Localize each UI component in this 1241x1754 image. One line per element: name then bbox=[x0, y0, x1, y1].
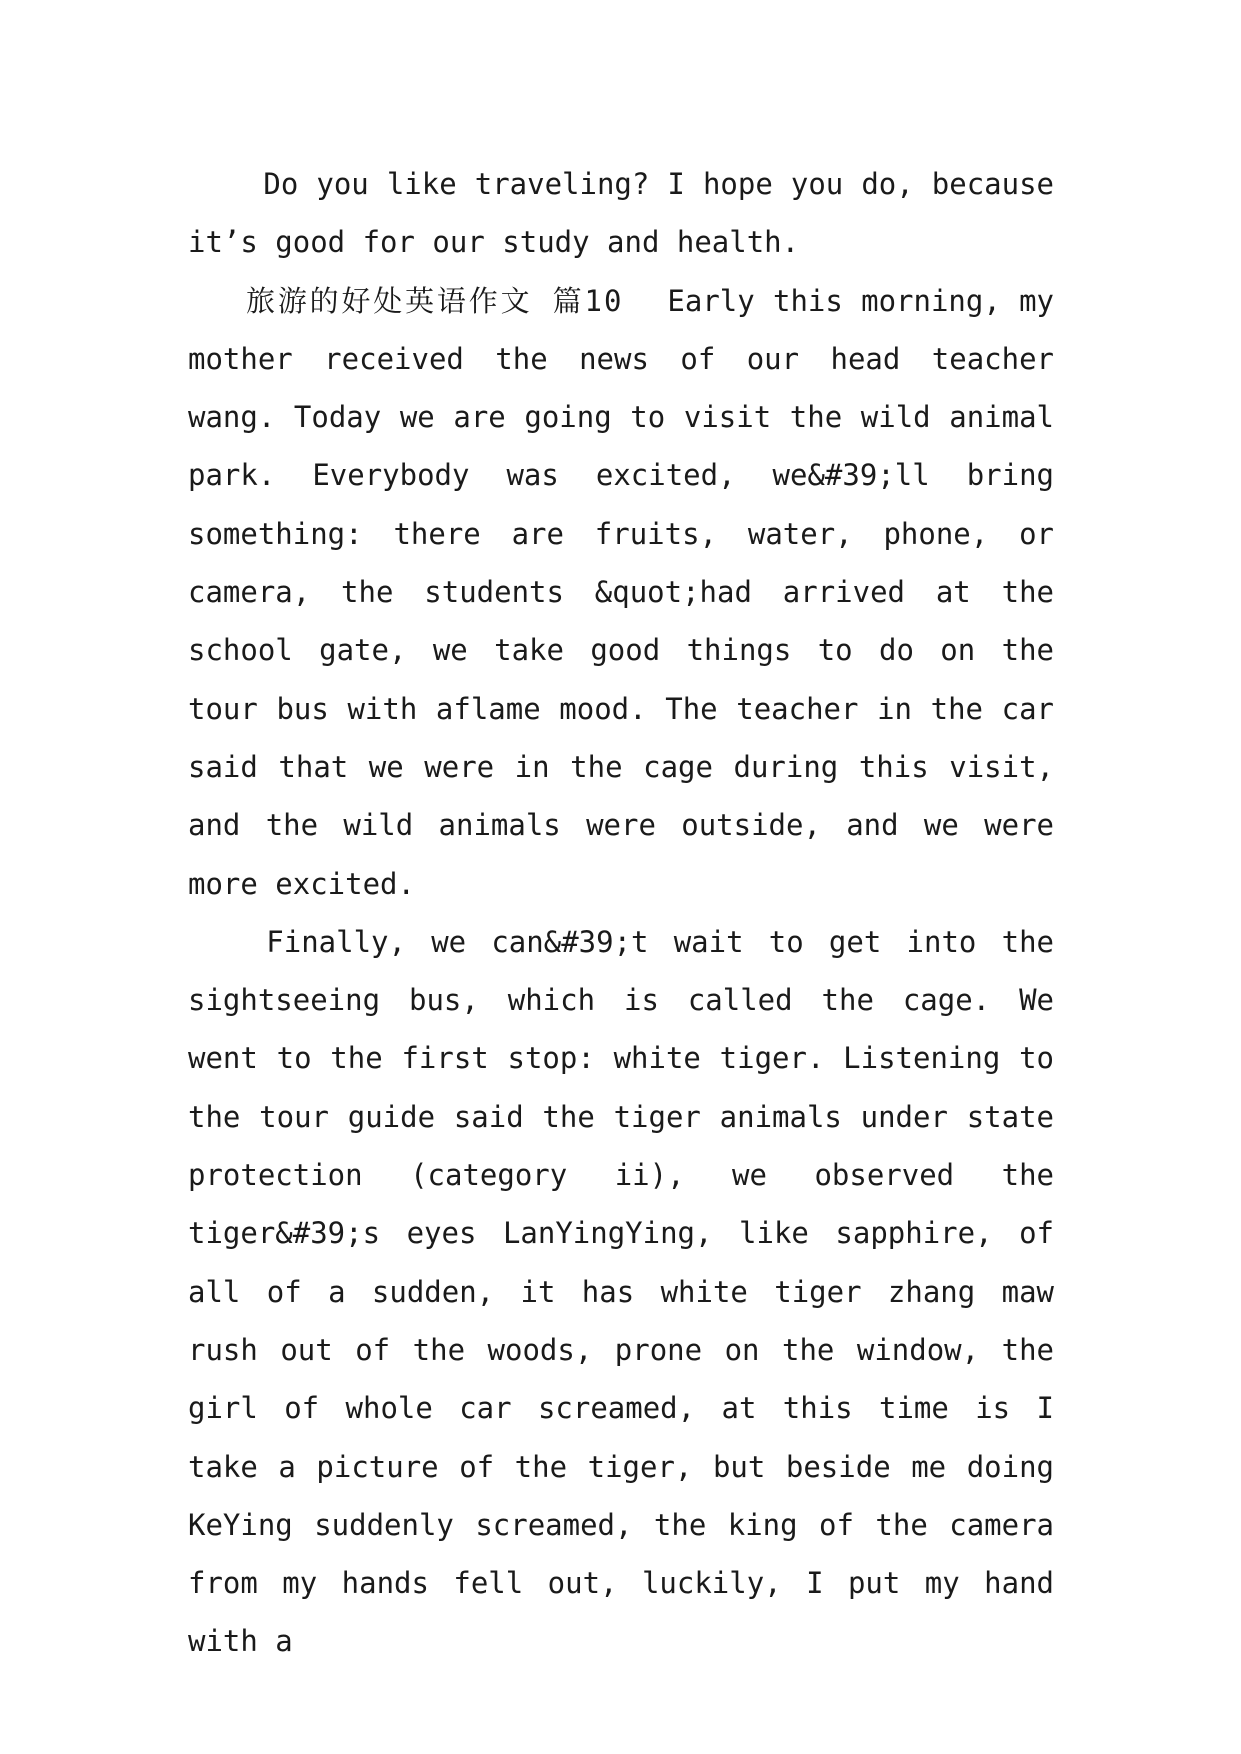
paragraph-finally bbox=[188, 913, 1054, 1671]
paragraph-essay-10 bbox=[188, 272, 1054, 913]
paragraph-intro-text: Do you like traveling? I hope you do, because it’s good for our study and health. bbox=[188, 167, 1054, 260]
paragraph-finally-text: Finally, we can&#39;t wait to get into the sightseeing bus, which is called the cage. We went to the first stop: white tiger. Listening to the tour guide said the tiger animals under state protection (category ii), we observed the tiger&#39;s eyes LanYingYing, like sapphire, of all of a sudden, it has white tiger zhang maw rush out of the woods, prone on the window, the girl of whole car screamed, at this time is I take a picture of the tiger, but beside me doing KeYing suddenly screamed, the king of the camera from my hands fell out, luckily, I put my hand with a bbox=[188, 924, 1054, 1659]
paragraph-essay-10-text: Early this morning, my mother received the news of our head teacher wang. Today we are going to visit the wild animal park. Everybody was excited, we&#39;ll bring something: there are fruits, water, phone, or camera, the students &quot;had arrived at the school gate, we take good things to do on the tour bus with aflame mood. The teacher in the car said that we were in the cage during this visit, and the wild animals were outside, and we were more excited. bbox=[188, 283, 1054, 901]
paragraph-intro bbox=[188, 155, 1054, 272]
essay-heading: 旅游的好处英语作文 篇10 bbox=[246, 283, 624, 318]
document-page bbox=[188, 155, 1054, 1671]
